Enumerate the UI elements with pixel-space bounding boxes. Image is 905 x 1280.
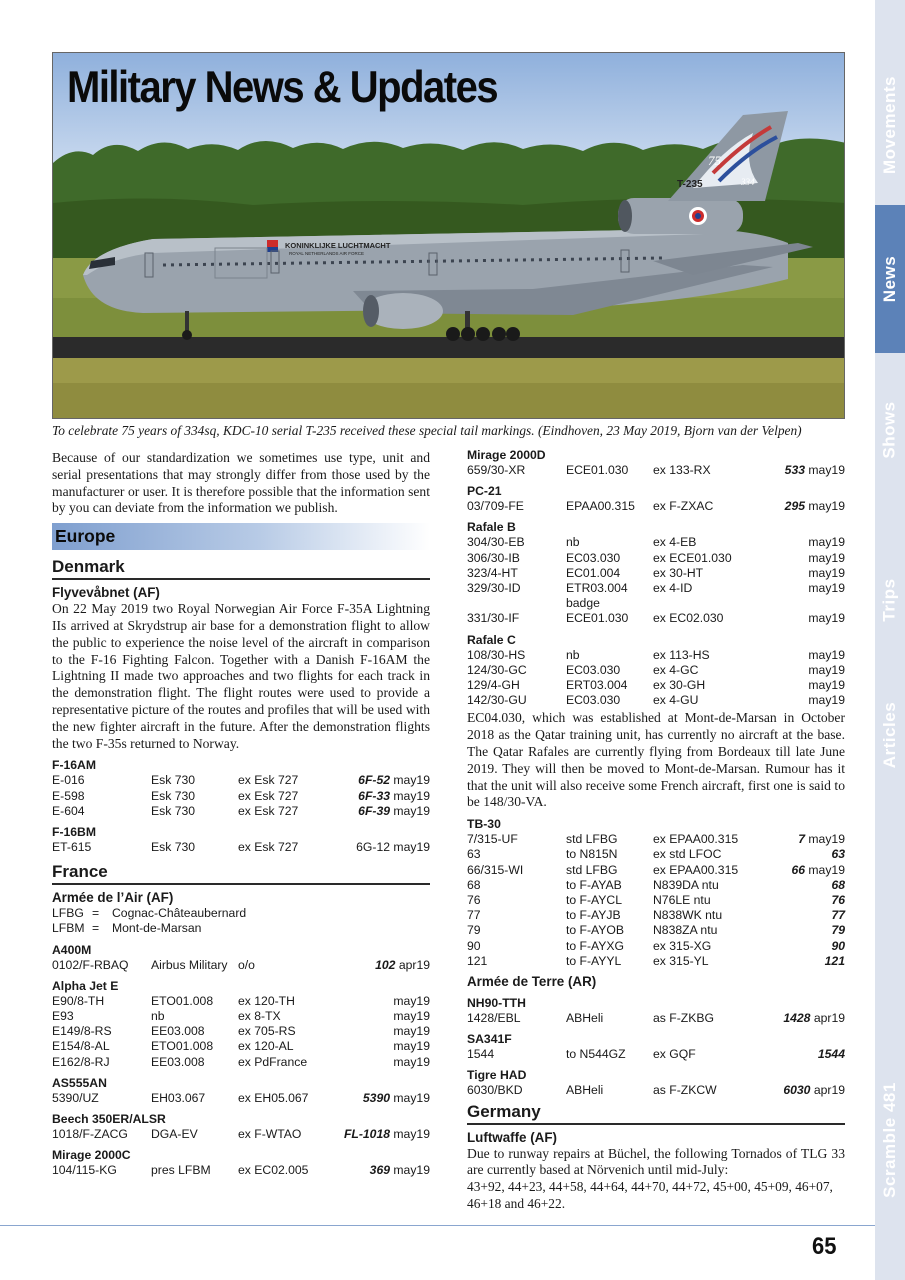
aircraft-serial: 323/4-HT	[467, 565, 518, 580]
aircraft-row	[52, 1163, 430, 1178]
aircraft-date: may19	[808, 678, 845, 693]
aircraft-info: ex std LFOC	[653, 847, 722, 862]
aircraft-info: N76LE ntu	[653, 893, 711, 908]
aircraft-code: FL-1018	[343, 1127, 391, 1141]
aircraft-serial: E-598	[52, 788, 85, 803]
aircraft-type-heading: PC-21	[467, 484, 502, 499]
aircraft-info: ex 4-GC	[653, 662, 699, 677]
aircraft-serial: 0102/F-RBAQ	[52, 957, 129, 972]
aircraft-unit: to F-AYOB	[566, 923, 625, 938]
aircraft-unit: ETO01.008	[151, 1039, 214, 1054]
aircraft-code: 295	[784, 499, 806, 514]
aircraft-serial: E154/8-AL	[52, 1039, 110, 1054]
aircraft-unit: std LFBG	[566, 862, 618, 877]
left-column	[52, 450, 430, 1178]
aircraft-serial: 79	[467, 923, 481, 938]
aircraft-unit: EC03.030	[566, 550, 621, 565]
aircraft-code-date	[750, 923, 845, 938]
aircraft-code: 66	[791, 862, 806, 877]
aircraft-code-date	[750, 566, 845, 581]
aircraft-unit: to F-AYXG	[566, 938, 625, 953]
aircraft-serial: 90	[467, 938, 481, 953]
unit-heading-armee-de-terre: Armée de Terre (AR)	[467, 974, 597, 990]
aircraft-row	[467, 1011, 845, 1026]
aircraft-code-date	[750, 939, 845, 954]
section-tabs	[875, 0, 905, 1280]
aircraft-row	[467, 878, 845, 893]
aircraft-date: may19	[393, 1008, 430, 1023]
tail-serial: T-235	[677, 179, 703, 190]
aircraft-date: may19	[393, 1163, 430, 1178]
aircraft-row	[467, 551, 845, 566]
aircraft-code: 90	[831, 938, 845, 953]
aircraft-unit: EC03.030	[566, 662, 621, 677]
aircraft-info: ex EH05.067	[238, 1090, 309, 1105]
aircraft-row	[52, 958, 430, 973]
aircraft-code: 6F-52	[358, 773, 391, 788]
aircraft-code: 6F-39	[358, 803, 391, 818]
aircraft-info: ex Esk 727	[238, 839, 299, 854]
aircraft-code-date	[750, 611, 845, 626]
aircraft-serial: 124/30-GC	[467, 662, 527, 677]
aircraft-unit: ETR03.004 badge	[566, 581, 628, 611]
aircraft-code-date	[750, 878, 845, 893]
aircraft-unit: to N815N	[566, 847, 618, 862]
aircraft-code: 533	[784, 463, 806, 477]
aircraft-code-date	[750, 954, 845, 969]
aircraft-date: may19	[808, 550, 845, 565]
aircraft-row	[52, 1039, 430, 1054]
aircraft-type-heading: Mirage 2000C	[52, 1148, 131, 1163]
aircraft-code: 102	[375, 957, 396, 972]
region-heading-europe: Europe	[52, 523, 430, 550]
rafale-paragraph: EC04.030, which was established at Mont-de-Marsan in October 2018 as the Qatar training unit, has currently no aircraft at the base. The Qatar Rafales are currently flying from Bordeaux till late June 2019. They will then be moved to Mont-de-Marsan. Rumour has it that the unit will also receive some French aircraft, first one is said to be 148/30-VA.	[467, 710, 845, 810]
aircraft-row	[52, 1024, 430, 1039]
intro-paragraph: Because of our standardization we sometimes use type, unit and serial presentations that may strongly differ from those used by the manufacturer or user. It is therefore possible that the information sent by you can deviate from the information we publish.	[52, 450, 430, 516]
tb30-list	[467, 817, 845, 969]
aircraft-info: ex EC02.030	[653, 611, 724, 626]
france-list-right	[467, 448, 845, 708]
unit-heading-armee-de-lair: Armée de l’Air (AF)	[52, 890, 174, 906]
aircraft-info: ex EPAA00.315	[653, 832, 739, 847]
aircraft-unit: nb	[566, 535, 580, 550]
aircraft-type-heading: Alpha Jet E	[52, 978, 119, 993]
unit-heading-luftwaffe: Luftwaffe (AF)	[467, 1129, 557, 1145]
aircraft-unit: EC03.030	[566, 693, 621, 708]
aircraft-code-date	[750, 693, 845, 708]
aircraft-row	[467, 832, 845, 847]
aircraft-row	[52, 773, 430, 788]
aircraft-code-date	[750, 581, 845, 611]
aircraft-info: ex GQF	[653, 1047, 696, 1062]
aircraft-info: ex 8-TX	[238, 1008, 281, 1023]
aircraft-code-date	[750, 893, 845, 908]
aircraft-code-date	[750, 535, 845, 550]
aircraft-date: may19	[393, 773, 430, 788]
aircraft-code: 68	[831, 877, 845, 892]
aircraft-row	[467, 678, 845, 693]
aircraft-code-date	[750, 551, 845, 566]
aircraft-serial: E-604	[52, 803, 85, 818]
aircraft-date: may19	[808, 647, 845, 662]
aircraft-info: N838WK ntu	[653, 908, 723, 923]
aircraft-serial: 6030/BKD	[467, 1083, 523, 1098]
aircraft-code-date	[335, 1127, 430, 1142]
aircraft-info: ex 315-XG	[653, 938, 712, 953]
aircraft-serial: 77	[467, 908, 481, 923]
aircraft-code-date	[750, 1083, 845, 1098]
aircraft-type-heading: Rafale B	[467, 520, 516, 535]
aircraft-code: 63	[831, 847, 845, 862]
aircraft-date: may19	[808, 832, 845, 847]
aircraft-info: ex Esk 727	[238, 788, 299, 803]
aircraft-row	[52, 1091, 430, 1106]
aircraft-unit: to N544GZ	[566, 1047, 626, 1062]
aircraft-code-date	[335, 1091, 430, 1106]
aircraft-unit: to F-AYAB	[566, 877, 622, 892]
aircraft-serial: 03/709-FE	[467, 499, 524, 514]
aircraft-unit: nb	[566, 647, 580, 662]
aircraft-title: KONINKLIJKE LUCHTMACHT	[285, 241, 391, 250]
aircraft-code: 369	[369, 1163, 391, 1178]
aircraft-serial: 1544	[467, 1047, 495, 1062]
aircraft-date: may19	[393, 1127, 430, 1141]
tab-movements[interactable]: Movements	[880, 75, 899, 175]
photo-caption: To celebrate 75 years of 334sq, KDC-10 serial T-235 received these special tail markings. (Eindhoven, 23 May 2019, Bjorn van der Velpen)	[52, 423, 802, 438]
aircraft-date: may19	[808, 611, 845, 626]
aircraft-info: ex 315-YL	[653, 953, 709, 968]
aircraft-serial: 104/115-KG	[52, 1163, 117, 1178]
aircraft-serial: 129/4-GH	[467, 678, 520, 693]
aircraft-serial: 63	[467, 847, 481, 862]
aircraft-code-date	[750, 832, 845, 847]
aircraft-type-heading: Rafale C	[467, 632, 516, 647]
tab-articles[interactable]: Articles	[880, 701, 899, 769]
aircraft-code: 77	[831, 908, 845, 923]
aircraft-code-date	[335, 958, 430, 973]
aircraft-date: may19	[393, 993, 430, 1008]
abbrev-row: LFBG = Cognac-Châteaubernard	[52, 906, 247, 921]
aircraft-unit: EH03.067	[151, 1090, 206, 1105]
aircraft-info: ex EPAA00.315	[653, 862, 739, 877]
aircraft-date: may19	[393, 1039, 430, 1054]
aircraft-code-date	[335, 1163, 430, 1178]
aircraft-serial: E-016	[52, 773, 85, 788]
tornado-serials: 43+92, 44+23, 44+58, 44+64, 44+70, 44+72, 45+00, 45+09, 46+07, 46+18 and 46+22.	[467, 1179, 833, 1211]
aircraft-date: may19	[393, 788, 430, 803]
aircraft-serial: 121	[467, 953, 488, 968]
aircraft-serial: 142/30-GU	[467, 693, 527, 708]
aircraft-code-date	[750, 499, 845, 514]
aircraft-code-date	[750, 648, 845, 663]
aircraft-subtitle: ROYAL NETHERLANDS AIR FORCE	[289, 251, 365, 256]
aircraft-date: may19	[393, 1024, 430, 1039]
aircraft-unit: Airbus Military	[151, 957, 228, 972]
aircraft-code: 5390	[362, 1090, 391, 1105]
aircraft-unit: EE03.008	[151, 1054, 205, 1069]
aircraft-row	[467, 893, 845, 908]
aircraft-date: may19	[808, 535, 845, 550]
aircraft-code-date	[750, 678, 845, 693]
unit-heading-flyvevabnet: Flyvevåbnet (AF)	[52, 585, 160, 601]
aircraft-code-date	[750, 863, 845, 878]
aircraft-type-heading: A400M	[52, 942, 92, 957]
aircraft-serial: ET-615	[52, 839, 92, 854]
aircraft-row	[467, 1083, 845, 1098]
aircraft-date: may19	[808, 581, 845, 596]
aircraft-row	[467, 535, 845, 550]
tab-trips[interactable]: Trips	[880, 578, 899, 622]
aircraft-unit: ETO01.008	[151, 993, 214, 1008]
aircraft-unit: Esk 730	[151, 773, 196, 788]
aircraft-serial: E93	[52, 1008, 74, 1023]
aircraft-type-heading: AS555AN	[52, 1075, 107, 1090]
aircraft-row	[467, 939, 845, 954]
aircraft-date: may19	[808, 662, 845, 677]
aircraft-info: ex 705-RS	[238, 1024, 296, 1039]
aircraft-row	[467, 581, 845, 611]
aircraft-serial: E90/8-TH	[52, 993, 105, 1008]
aircraft-date: may19	[393, 1054, 430, 1069]
aircraft-serial: 1018/F-ZACG	[52, 1127, 128, 1141]
aircraft-date: may19	[808, 862, 845, 877]
aircraft-info: ex EC02.005	[238, 1163, 309, 1178]
aircraft-serial: 76	[467, 893, 481, 908]
aircraft-unit: Esk 730	[151, 803, 196, 818]
aircraft-row	[467, 954, 845, 969]
aircraft-code-date	[335, 1039, 430, 1054]
denmark-list	[52, 758, 430, 855]
aircraft-unit: ECE01.030	[566, 463, 629, 477]
aircraft-unit: nb	[151, 1008, 165, 1023]
aircraft-unit: DGA-EV	[151, 1127, 198, 1141]
aircraft-type-heading: F-16BM	[52, 824, 97, 839]
aircraft-unit: EPAA00.315	[566, 499, 635, 514]
aircraft-type-heading: Beech 350ER/ALSR	[52, 1112, 166, 1126]
aircraft-serial: E162/8-RJ	[52, 1054, 110, 1069]
aircraft-row	[467, 863, 845, 878]
aircraft-info: as F-ZKCW	[653, 1083, 717, 1098]
aircraft-code: 79	[831, 923, 845, 938]
aircraft-unit: to F-AYYL	[566, 953, 622, 968]
aircraft-info: ex Esk 727	[238, 803, 299, 818]
country-heading-germany: Germany	[467, 1101, 845, 1125]
tab-shows[interactable]: Shows	[880, 401, 900, 459]
aircraft-unit: EE03.008	[151, 1024, 205, 1039]
aircraft-date: apr19	[810, 1011, 845, 1026]
aircraft-date: may19	[393, 1090, 430, 1105]
france-list-left	[52, 943, 430, 1179]
aircraft-info: o/o	[238, 957, 255, 972]
aircraft-unit: ERT03.004	[566, 678, 628, 693]
aircraft-code: 121	[824, 953, 845, 968]
aircraft-code-date	[335, 840, 430, 855]
aircraft-code-date	[335, 994, 430, 1009]
aircraft-date: may19	[808, 463, 845, 477]
aircraft-code-date	[335, 789, 430, 804]
aircraft-code: 7	[798, 832, 806, 847]
army-list	[467, 996, 845, 1099]
aircraft-code-date	[750, 847, 845, 862]
aircraft-code: 1428	[783, 1011, 811, 1026]
aircraft-serial: 306/30-IB	[467, 550, 520, 565]
abbrev-row: LFBM = Mont-de-Marsan	[52, 921, 202, 936]
aircraft-date: 6G-12 may19	[356, 839, 430, 854]
aircraft-date: may19	[808, 693, 845, 708]
aircraft-info: as F-ZKBG	[653, 1011, 714, 1026]
aircraft-date: apr19	[810, 1083, 845, 1098]
aircraft-unit: to F-AYJB	[566, 908, 621, 923]
aircraft-row	[52, 840, 430, 855]
aircraft-code-date	[335, 1055, 430, 1070]
aircraft-type-heading: Tigre HAD	[467, 1068, 527, 1083]
aircraft-serial: E149/8-RS	[52, 1024, 112, 1039]
aircraft-row	[467, 611, 845, 626]
aircraft-row	[467, 663, 845, 678]
aircraft-unit: ABHeli	[566, 1083, 604, 1098]
aircraft-info: ex F-WTAO	[238, 1127, 302, 1141]
aircraft-info: ex 133-RX	[653, 463, 711, 477]
aircraft-code-date	[750, 463, 845, 478]
aircraft-unit: std LFBG	[566, 832, 618, 847]
tab-issue[interactable]: Scramble 481	[880, 1082, 900, 1198]
aircraft-info: N838ZA ntu	[653, 923, 718, 938]
right-column	[467, 448, 845, 1212]
aircraft-code-date	[335, 1009, 430, 1024]
aircraft-row	[467, 463, 845, 478]
aircraft-row	[52, 1127, 430, 1142]
aircraft-unit: ECE01.030	[566, 611, 629, 626]
aircraft-row	[467, 566, 845, 581]
aircraft-row	[467, 499, 845, 514]
aircraft-unit: pres LFBM	[151, 1163, 211, 1178]
aircraft-code: 1544	[817, 1047, 845, 1062]
aircraft-row	[52, 804, 430, 819]
aircraft-info: ex 30-GH	[653, 678, 706, 693]
country-heading-denmark: Denmark	[52, 556, 430, 580]
aircraft-info: ex 120-AL	[238, 1039, 294, 1054]
aircraft-serial: 304/30-EB	[467, 535, 525, 550]
aircraft-row	[467, 847, 845, 862]
aircraft-type-heading: SA341F	[467, 1032, 512, 1047]
aircraft-info: ex 4-GU	[653, 693, 699, 708]
aircraft-unit: ABHeli	[566, 1011, 604, 1026]
germany-paragraph: Due to runway repairs at Büchel, the following Tornados of TLG 33 are currently based at Nörvenich until mid-July:	[467, 1145, 845, 1178]
aircraft-type-heading: F-16AM	[52, 758, 97, 773]
aircraft-code: 76	[831, 893, 845, 908]
aircraft-info: ex Esk 727	[238, 773, 299, 788]
aircraft-date: may19	[808, 499, 845, 514]
aircraft-row	[52, 994, 430, 1009]
tab-news[interactable]: News	[875, 205, 905, 353]
denmark-paragraph: On 22 May 2019 two Royal Norwegian Air Force F-35A Lightning IIs arrived at Skrydstrup air base for a demonstration flight to allow the public to experience the noise level of the aircraft in comparison to the F-16 Fighting Falcon. Together with a Danish F-16AM the Lightning II made two approaches and two flights for each track in the demonstration flight. The flight routes were used to provide a representative picture of the routes and profiles that will be used with the new fighter aircraft in the future. After the demonstration flights the two F-35s returned to Norway.	[52, 601, 430, 751]
aircraft-unit: EC01.004	[566, 565, 621, 580]
aircraft-serial: 329/30-ID	[467, 581, 521, 596]
aircraft-code-date	[750, 663, 845, 678]
aircraft-type-heading: Mirage 2000D	[467, 448, 546, 462]
page-headline: Military News & Updates	[67, 63, 498, 113]
aircraft-code-date	[335, 1024, 430, 1039]
aircraft-info: ex 120-TH	[238, 993, 295, 1008]
aircraft-serial: 331/30-IF	[467, 611, 520, 626]
aircraft-serial: 659/30-XR	[467, 463, 526, 477]
aircraft-row	[467, 908, 845, 923]
aircraft-info: ex 4-ID	[653, 581, 693, 596]
aircraft-info: ex 4-EB	[653, 535, 697, 550]
aircraft-info: ex 113-HS	[653, 647, 710, 662]
aircraft-row	[467, 648, 845, 663]
aircraft-row	[52, 1009, 430, 1024]
tail-334-text: 334	[741, 177, 755, 187]
aircraft-date: may19	[393, 803, 430, 818]
aircraft-date: may19	[808, 565, 845, 580]
aircraft-code: 6030	[783, 1083, 811, 1098]
aircraft-row	[467, 1047, 845, 1062]
aircraft-unit: to F-AYCL	[566, 893, 622, 908]
aircraft-type-heading: NH90-TTH	[467, 996, 526, 1011]
aircraft-row	[467, 923, 845, 938]
aircraft-code-date	[335, 804, 430, 819]
aircraft-info: ex ECE01.030	[653, 550, 732, 565]
country-heading-france: France	[52, 861, 430, 885]
aircraft-unit: Esk 730	[151, 839, 196, 854]
tail-75-text: 75	[708, 153, 721, 168]
aircraft-serial: 108/30-HS	[467, 647, 526, 662]
aircraft-serial: 7/315-UF	[467, 832, 518, 847]
aircraft-serial: 66/315-WI	[467, 862, 524, 877]
aircraft-code: 6F-33	[358, 788, 391, 803]
aircraft-serial: 1428/EBL	[467, 1011, 521, 1026]
aircraft-info: ex 30-HT	[653, 565, 704, 580]
aircraft-row	[52, 789, 430, 804]
aircraft-row	[52, 1055, 430, 1070]
page-number: 65	[812, 1232, 837, 1260]
header-photo	[52, 52, 845, 419]
aircraft-info: ex PdFrance	[238, 1054, 308, 1069]
footer-rule	[0, 1225, 875, 1226]
aircraft-code-date	[750, 1047, 845, 1062]
aircraft-info: N839DA ntu	[653, 877, 719, 892]
aircraft-code-date	[750, 908, 845, 923]
aircraft-type-heading: TB-30	[467, 817, 501, 832]
aircraft-row	[467, 693, 845, 708]
aircraft-code-date	[750, 1011, 845, 1026]
aircraft-serial: 68	[467, 877, 481, 892]
aircraft-code-date	[335, 773, 430, 788]
aircraft-date: apr19	[395, 957, 430, 972]
aircraft-serial: 5390/UZ	[52, 1090, 99, 1105]
aircraft-info: ex F-ZXAC	[653, 499, 714, 514]
aircraft-unit: Esk 730	[151, 788, 196, 803]
